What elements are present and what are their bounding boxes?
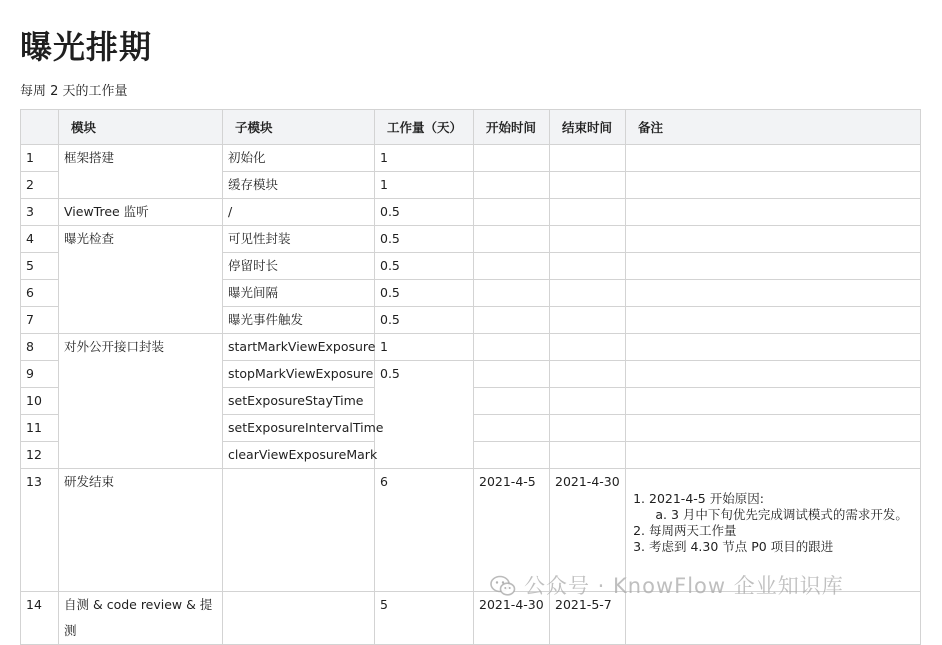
header-module: 模块 (59, 110, 223, 145)
submodule-cell: 初始化 (223, 145, 375, 172)
schedule-table (20, 109, 921, 645)
row-index: 4 (21, 226, 59, 253)
end-cell (550, 226, 626, 253)
row-index: 6 (21, 280, 59, 307)
table-row (21, 199, 921, 226)
table-row (21, 226, 921, 253)
module-cell: 研发结束 (59, 469, 223, 592)
note-subitem: a. 3 月中下旬优先完成调试模式的需求开发。 (671, 507, 915, 523)
module-cell: 框架搭建 (59, 145, 223, 199)
effort-cell: 1 (375, 334, 474, 361)
submodule-cell: 停留时长 (223, 253, 375, 280)
submodule-cell: 曝光事件触发 (223, 307, 375, 334)
notes-cell (626, 280, 921, 307)
effort-cell: 5 (375, 592, 474, 645)
effort-cell: 0.5 (375, 253, 474, 280)
submodule-cell: setExposureStayTime (223, 388, 375, 415)
end-cell (550, 415, 626, 442)
table-header-row (21, 110, 921, 145)
module-cell: ViewTree 监听 (59, 199, 223, 226)
header-submodule: 子模块 (223, 110, 375, 145)
submodule-cell: startMarkViewExposure (223, 334, 375, 361)
end-cell (550, 307, 626, 334)
note-item (649, 491, 915, 523)
start-cell (474, 361, 550, 388)
header-index (21, 110, 59, 145)
notes-cell (626, 388, 921, 415)
end-cell (550, 253, 626, 280)
end-cell (550, 388, 626, 415)
start-cell: 2021-4-5 (474, 469, 550, 592)
row-index: 8 (21, 334, 59, 361)
header-notes: 备注 (626, 110, 921, 145)
effort-cell: 6 (375, 469, 474, 592)
note-sublist (649, 507, 915, 523)
note-item: 3. 考虑到 4.30 节点 P0 项目的跟进 (649, 539, 915, 555)
end-cell (550, 361, 626, 388)
page-subtitle: 每周 2 天的工作量 (20, 84, 128, 99)
row-index: 14 (21, 592, 59, 645)
notes-cell (626, 442, 921, 469)
effort-cell: 0.5 (375, 226, 474, 253)
row-index: 12 (21, 442, 59, 469)
effort-cell: 0.5 (375, 307, 474, 334)
effort-cell: 1 (375, 145, 474, 172)
notes-cell (626, 226, 921, 253)
notes-cell (626, 334, 921, 361)
row-index: 9 (21, 361, 59, 388)
row-index: 5 (21, 253, 59, 280)
effort-cell: 1 (375, 172, 474, 199)
row-index: 13 (21, 469, 59, 592)
submodule-cell: clearViewExposureMark (223, 442, 375, 469)
row-index: 1 (21, 145, 59, 172)
notes-cell (626, 307, 921, 334)
submodule-cell: 缓存模块 (223, 172, 375, 199)
start-cell (474, 172, 550, 199)
start-cell (474, 415, 550, 442)
end-cell (550, 199, 626, 226)
notes-cell (626, 145, 921, 172)
table-row (21, 145, 921, 172)
effort-cell: 0.5 (375, 199, 474, 226)
note-item: 2. 每周两天工作量 (649, 523, 915, 539)
watermark-text: 公众号 · KnowFlow 企业知识库 (524, 574, 844, 598)
notes-cell (626, 253, 921, 280)
submodule-cell (223, 592, 375, 645)
effort-cell: 0.5 (375, 280, 474, 307)
end-cell (550, 280, 626, 307)
notes-cell (626, 361, 921, 388)
submodule-cell (223, 469, 375, 592)
watermark (490, 570, 844, 602)
start-cell (474, 334, 550, 361)
start-cell (474, 226, 550, 253)
notes-cell (626, 415, 921, 442)
submodule-cell: / (223, 199, 375, 226)
start-cell (474, 280, 550, 307)
start-cell (474, 307, 550, 334)
end-cell: 2021-4-30 (550, 469, 626, 592)
start-cell (474, 442, 550, 469)
row-index: 7 (21, 307, 59, 334)
submodule-cell: stopMarkViewExposure (223, 361, 375, 388)
start-cell (474, 145, 550, 172)
effort-cell: 0.5 (375, 361, 474, 469)
module-cell: 对外公开接口封装 (59, 334, 223, 469)
end-cell: 2021-5-7 (550, 592, 626, 645)
header-start: 开始时间 (474, 110, 550, 145)
end-cell (550, 334, 626, 361)
end-cell (550, 145, 626, 172)
module-cell: 曝光检查 (59, 226, 223, 334)
row-index: 10 (21, 388, 59, 415)
table-row (21, 334, 921, 361)
submodule-cell: setExposureIntervalTime (223, 415, 375, 442)
start-cell (474, 199, 550, 226)
row-index: 11 (21, 415, 59, 442)
notes-cell (626, 172, 921, 199)
submodule-cell: 曝光间隔 (223, 280, 375, 307)
end-cell (550, 442, 626, 469)
row-index: 3 (21, 199, 59, 226)
note-text: 2021-4-5 开始原因: (649, 491, 764, 506)
header-end: 结束时间 (550, 110, 626, 145)
page-title: 曝光排期 (20, 28, 153, 66)
start-cell (474, 253, 550, 280)
row-index: 2 (21, 172, 59, 199)
submodule-cell: 可见性封装 (223, 226, 375, 253)
notes-cell (626, 199, 921, 226)
notes-list (631, 491, 915, 555)
end-cell (550, 172, 626, 199)
header-effort: 工作量（天） (375, 110, 474, 145)
start-cell: 2021-4-30 (474, 592, 550, 645)
start-cell (474, 388, 550, 415)
wechat-icon (490, 575, 516, 602)
module-cell: 自测 & code review & 提测 (59, 592, 223, 645)
